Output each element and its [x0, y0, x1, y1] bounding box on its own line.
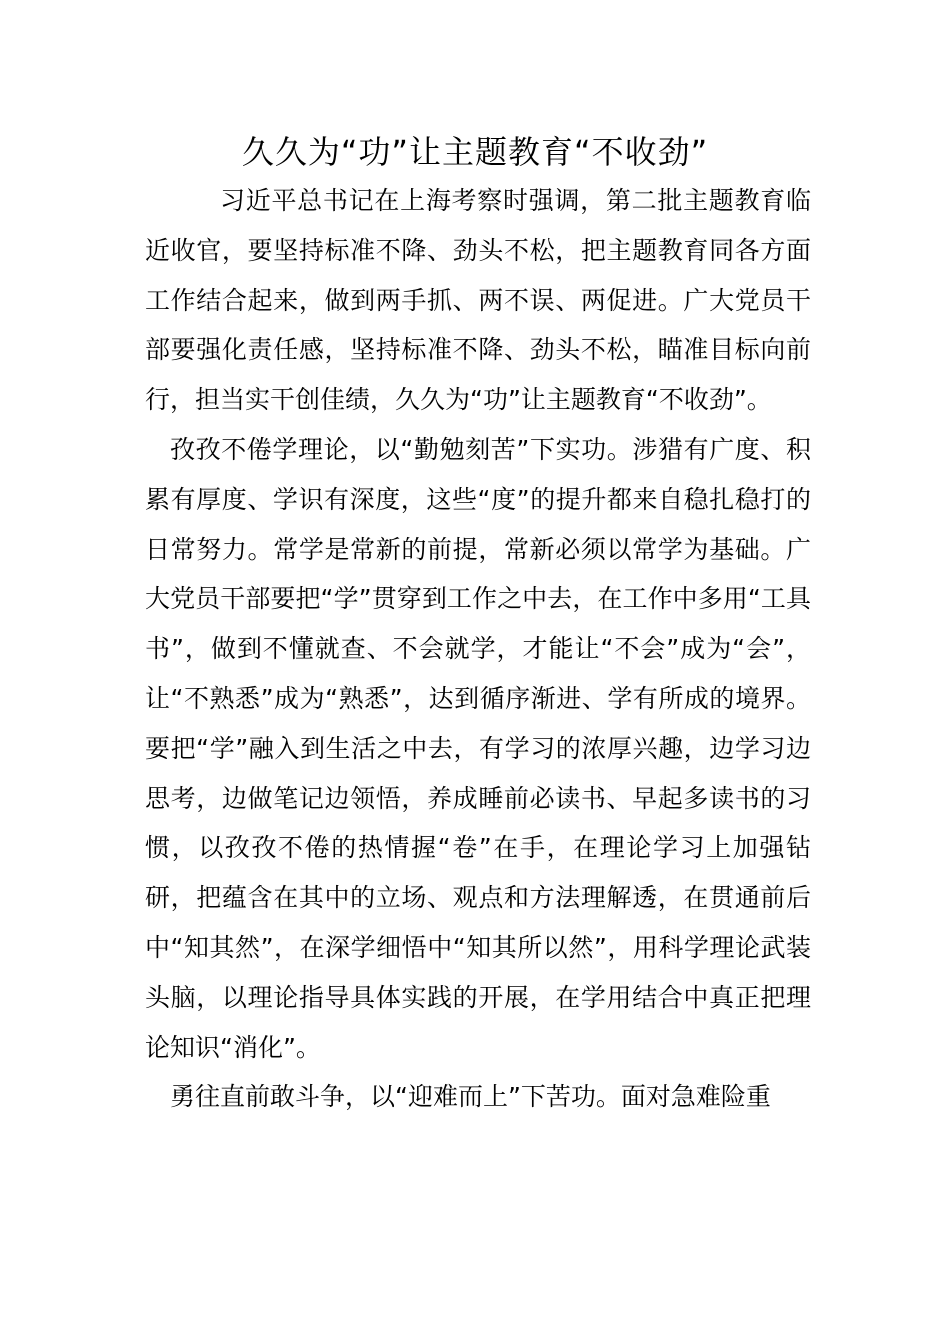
paragraph-2: 孜孜不倦学理论，以“勤勉刻苦”下实功。涉猎有广度、积累有厚度、学识有深度，这些“度”的提升都来自稳扎稳打的日常努力。常学是常新的前提，常新必须以常学为基础。广大党员干部要把“学”贯穿到工作之中去，在工作中多用“工具书”，做到不懂就查、不会就学，才能让“不会”成为“会”，让“不熟悉”成为“熟悉”，达到循序渐进、学有所成的境界。要把“学”融入到生活之中去，有学习的浓厚兴趣，边学习边思考，边做笔记边领悟，养成睡前必读书、早起多读书的习惯，以孜孜不倦的热情握“卷”在手，在理论学习上加强钻研，把蕴含在其中的立场、观点和方法理解透，在贯通前后中“知其然”，在深学细悟中“知其所以然”，用科学理论武装头脑，以理论指导具体实践的开展，在学用结合中真正把理论知识“消化”。: [145, 434, 811, 1062]
document-title: 久久为“功”让主题教育“不收劲”: [241, 133, 709, 171]
document-body: [145, 176, 811, 1122]
paragraph-3: 勇往直前敢斗争，以“迎难而上”下苦功。面对急难险重: [170, 1082, 771, 1112]
paragraph-1: 习近平总书记在上海考察时强调，第二批主题教育临近收官，要坚持标准不降、劲头不松，把主题教育同各方面工作结合起来，做到两手抓、两不误、两促进。广大党员干部要强化责任感，坚持标准不降、劲头不松，瞄准目标向前行，担当实干创佳绩，久久为“功”让主题教育“不收劲”。: [145, 186, 811, 415]
